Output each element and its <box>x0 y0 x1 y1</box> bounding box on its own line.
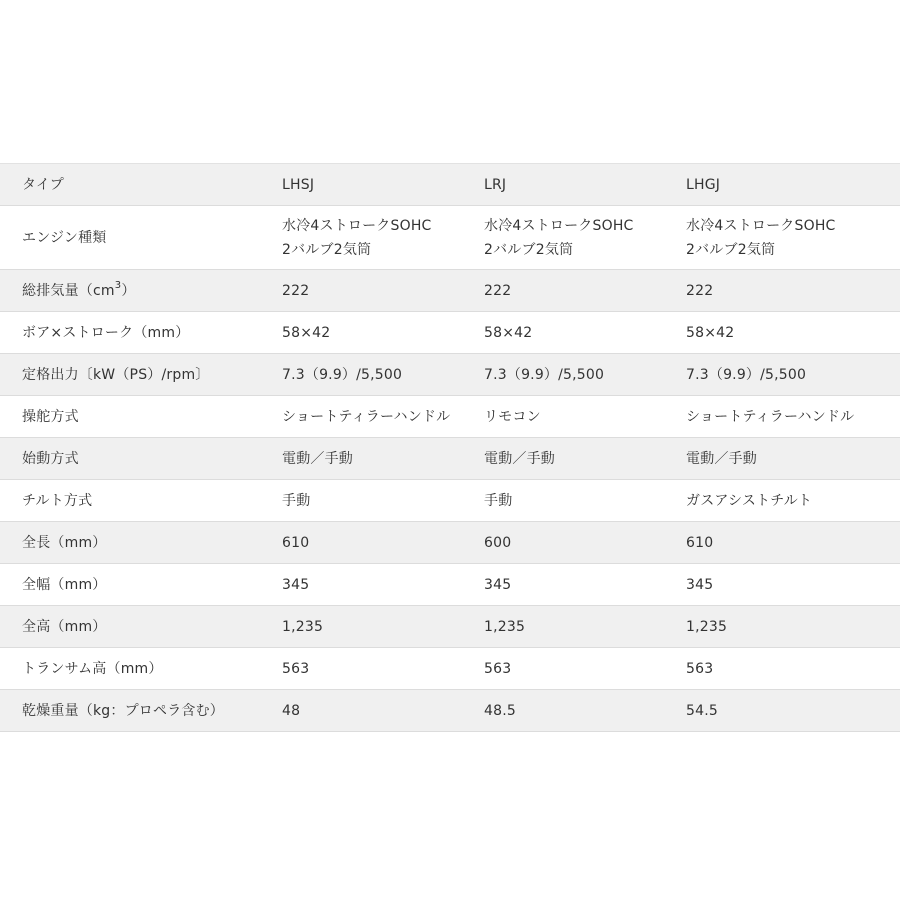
cell-value: 222 <box>686 282 714 299</box>
cell-line: 水冷4ストロークSOHC <box>484 217 634 234</box>
cell-value: 54.5 <box>686 702 718 719</box>
cell-value: 電動／手動 <box>282 450 353 467</box>
row-label: チルト方式 <box>22 492 93 509</box>
table-row <box>0 354 900 396</box>
row-label: 定格出力〔kW（PS）/rpm〕 <box>22 366 210 383</box>
table-row <box>0 606 900 648</box>
row-label: エンジン種類 <box>22 229 107 246</box>
cell-value: 563 <box>686 660 714 677</box>
cell-value: リモコン <box>484 408 541 425</box>
row-label-suffix: ） <box>121 282 136 299</box>
cell-value: 電動／手動 <box>686 450 757 467</box>
cell-value: 610 <box>282 534 310 551</box>
cell-value: 58×42 <box>282 324 331 341</box>
cell-line: 2バルブ2気筒 <box>484 241 574 258</box>
cell-value: 手動 <box>282 492 311 509</box>
cell-value: 48 <box>282 702 301 719</box>
cell-value: 345 <box>686 576 714 593</box>
cell-line: 2バルブ2気筒 <box>282 241 372 258</box>
cell-value: LRJ <box>484 176 507 193</box>
table-row <box>0 396 900 438</box>
row-label: 全長（mm） <box>22 534 107 551</box>
cell-value <box>282 206 484 270</box>
cell-value: 7.3（9.9）/5,500 <box>686 366 807 383</box>
row-label: 全幅（mm） <box>22 576 107 593</box>
spec-table <box>0 163 900 732</box>
superscript: 3 <box>114 279 122 291</box>
cell-value: 345 <box>282 576 310 593</box>
cell-value: 610 <box>686 534 714 551</box>
cell-value: 222 <box>484 282 512 299</box>
cell-line: 2バルブ2気筒 <box>686 241 776 258</box>
cell-value: ガスアシストチルト <box>686 492 813 509</box>
cell-value: 電動／手動 <box>484 450 555 467</box>
cell-value: 1,235 <box>484 618 526 635</box>
row-label: 操舵方式 <box>22 408 79 425</box>
cell-value: ショートティラーハンドル <box>686 408 855 425</box>
table-row <box>0 312 900 354</box>
cell-line: 水冷4ストロークSOHC <box>686 217 836 234</box>
row-label: トランサム高（mm） <box>22 660 163 677</box>
cell-value: 563 <box>484 660 512 677</box>
row-label-text: 総排気量（cm <box>22 282 115 299</box>
cell-value: 58×42 <box>484 324 533 341</box>
cell-value: LHSJ <box>282 176 315 193</box>
table-row <box>0 270 900 312</box>
cell-value: 1,235 <box>282 618 324 635</box>
table-row <box>0 690 900 732</box>
table-row <box>0 564 900 606</box>
cell-value: ショートティラーハンドル <box>282 408 451 425</box>
cell-value: 345 <box>484 576 512 593</box>
table-row <box>0 164 900 206</box>
table-row <box>0 648 900 690</box>
cell-value: 58×42 <box>686 324 735 341</box>
table-row <box>0 480 900 522</box>
row-label: 乾燥重量（kg：プロペラ含む） <box>22 702 224 719</box>
cell-value: 7.3（9.9）/5,500 <box>484 366 605 383</box>
row-label: 始動方式 <box>22 450 79 467</box>
cell-value: LHGJ <box>686 176 721 193</box>
cell-value <box>686 206 900 270</box>
cell-line: 水冷4ストロークSOHC <box>282 217 432 234</box>
cell-value: 48.5 <box>484 702 516 719</box>
cell-value: 563 <box>282 660 310 677</box>
row-label <box>0 270 282 312</box>
row-label: タイプ <box>22 176 64 193</box>
cell-value: 222 <box>282 282 310 299</box>
cell-value: 600 <box>484 534 512 551</box>
row-label: 全高（mm） <box>22 618 107 635</box>
cell-value: 手動 <box>484 492 513 509</box>
table-row <box>0 438 900 480</box>
cell-value: 1,235 <box>686 618 728 635</box>
table-row <box>0 522 900 564</box>
table-row <box>0 206 900 270</box>
row-label: ボア×ストローク（mm） <box>22 324 190 341</box>
cell-value <box>484 206 686 270</box>
cell-value: 7.3（9.9）/5,500 <box>282 366 403 383</box>
